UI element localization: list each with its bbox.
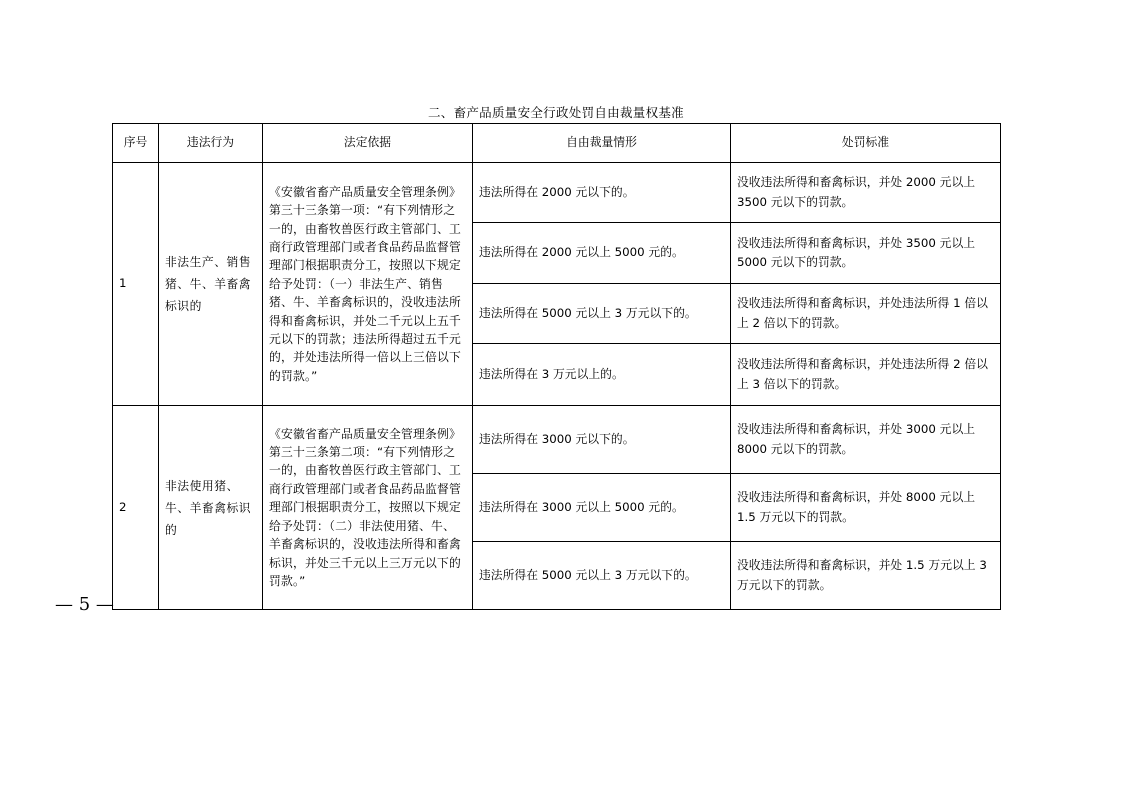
case-cell: 违法所得在 3000 元以上 5000 元的。 xyxy=(473,474,731,542)
header-violation: 违法行为 xyxy=(159,124,263,163)
header-seq: 序号 xyxy=(113,124,159,163)
case-cell: 违法所得在 3000 元以下的。 xyxy=(473,406,731,474)
page-number xyxy=(55,584,114,626)
penalty-cell: 没收违法所得和畜禽标识，并处 1.5 万元以上 3 万元以下的罚款。 xyxy=(731,542,1001,610)
penalty-cell: 没收违法所得和畜禽标识，并处 3000 元以上 8000 元以下的罚款。 xyxy=(731,406,1001,474)
penalty-cell: 没收违法所得和畜禽标识，并处违法所得 2 倍以上 3 倍以下的罚款。 xyxy=(731,344,1001,406)
header-penalty-standard: 处罚标准 xyxy=(731,124,1001,163)
penalty-standards-table xyxy=(112,123,1001,610)
case-cell: 违法所得在 5000 元以上 3 万元以下的。 xyxy=(473,284,731,344)
legal-basis-cell: 《安徽省畜产品质量安全管理条例》第三十三条第一项：“有下列情形之一的，由畜牧兽医行政主管部门、工商行政管理部门或者食品药品监督管理部门根据职责分工，按照以下规定给予处罚：（一）非法生产、销售猪、牛、羊畜禽标识的，没收违法所得和畜禽标识，并处二千元以上五千元以下的罚款；违法所得超过五千元的，并处违法所得一倍以上三倍以下的罚款。” xyxy=(263,163,473,406)
table-title: 二、畜产品质量安全行政处罚自由裁量权基准 xyxy=(427,105,684,120)
table-row xyxy=(113,406,1001,474)
page-number-text: — 5 — xyxy=(55,594,114,615)
table-row xyxy=(113,163,1001,223)
violation-cell: 非法使用猪、牛、羊畜禽标识的 xyxy=(159,406,263,610)
header-row xyxy=(113,124,1001,163)
case-cell: 违法所得在 2000 元以上 5000 元的。 xyxy=(473,223,731,284)
case-cell: 违法所得在 5000 元以上 3 万元以下的。 xyxy=(473,542,731,610)
case-cell: 违法所得在 2000 元以下的。 xyxy=(473,163,731,223)
violation-cell: 非法生产、销售猪、牛、羊畜禽标识的 xyxy=(159,163,263,406)
seq-cell: 2 xyxy=(113,406,159,610)
penalty-cell: 没收违法所得和畜禽标识，并处违法所得 1 倍以上 2 倍以下的罚款。 xyxy=(731,284,1001,344)
penalty-cell: 没收违法所得和畜禽标识，并处 2000 元以上 3500 元以下的罚款。 xyxy=(731,163,1001,223)
header-discretion-case: 自由裁量情形 xyxy=(473,124,731,163)
legal-basis-cell: 《安徽省畜产品质量安全管理条例》第三十三条第二项：“有下列情形之一的，由畜牧兽医行政主管部门、工商行政管理部门或者食品药品监督管理部门根据职责分工，按照以下规定给予处罚：（二）非法使用猪、牛、羊畜禽标识的，没收违法所得和畜禽标识，并处三千元以上三万元以下的罚款。” xyxy=(263,406,473,610)
header-legal-basis: 法定依据 xyxy=(263,124,473,163)
penalty-cell: 没收违法所得和畜禽标识，并处 3500 元以上 5000 元以下的罚款。 xyxy=(731,223,1001,284)
case-cell: 违法所得在 3 万元以上的。 xyxy=(473,344,731,406)
penalty-cell: 没收违法所得和畜禽标识，并处 8000 元以上 1.5 万元以下的罚款。 xyxy=(731,474,1001,542)
seq-cell: 1 xyxy=(113,163,159,406)
